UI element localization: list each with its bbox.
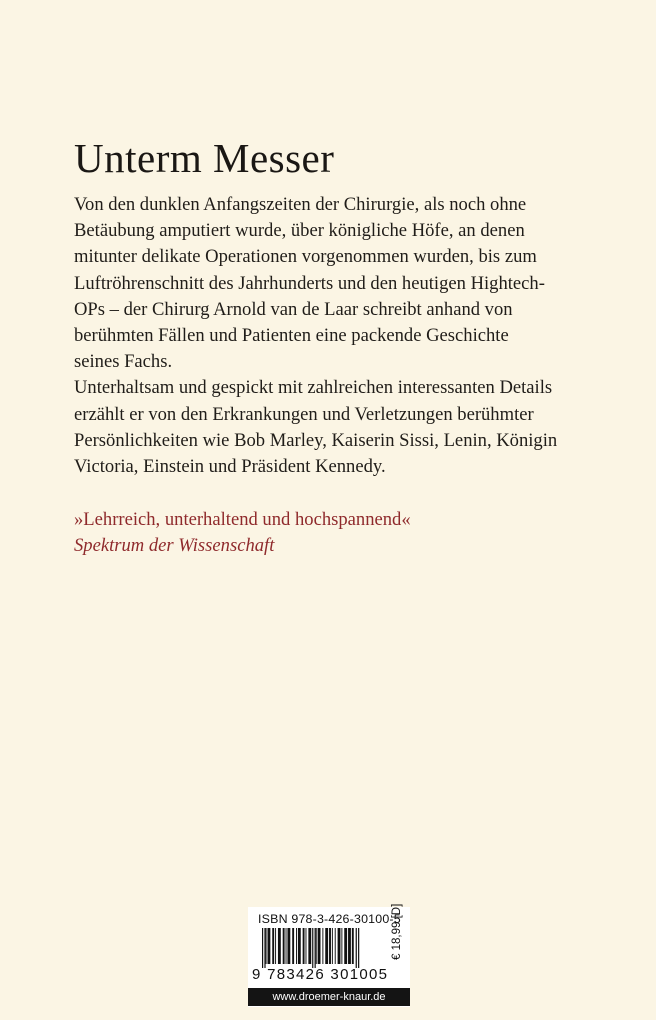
description-line: OPs – der Chirurg Arnold van de Laar schreibt anhand von [74, 298, 513, 320]
description-line: Von den dunklen Anfangszeiten der Chirurgie, als noch ohne [74, 194, 527, 215]
description-line: mitunter delikate Operationen vorgenommen wurden, bis zum [74, 246, 537, 268]
review-quote-text: »Lehrreich, unterhaltend und hochspannend« [74, 509, 411, 530]
description-line: Unterhaltsam und gespickt mit zahlreichen interessanten Details [74, 377, 553, 399]
barcode-number: 9 783426 301005 [252, 966, 389, 983]
description-line: Luftröhrenschnitt des Jahrhunderts und den heutigen Hightech- [74, 272, 545, 294]
description-line: erzählt er von den Erkrankungen und Verletzungen berühmter [74, 403, 534, 425]
description-line: seines Fachs. [74, 351, 173, 373]
barcode-icon [250, 928, 386, 968]
price-label: € 18,99 [D] [391, 903, 403, 960]
book-title: Unterm Messer [74, 135, 335, 181]
review-quote [74, 507, 594, 559]
description-line: Persönlichkeiten wie Bob Marley, Kaiserin Sissi, Lenin, Königin [74, 429, 558, 451]
book-description [74, 192, 594, 480]
description-line: berühmten Fällen und Patienten eine packende Geschichte [74, 325, 509, 347]
review-source: Spektrum der Wissenschaft [74, 535, 275, 557]
publisher-url: www.droemer-knaur.de [248, 988, 410, 1006]
isbn-label: ISBN 978-3-426-30100-5 [258, 912, 401, 926]
description-line: Victoria, Einstein und Präsident Kennedy. [74, 456, 386, 478]
description-line: Betäubung amputiert wurde, über königliche Höfe, an denen [74, 220, 525, 242]
